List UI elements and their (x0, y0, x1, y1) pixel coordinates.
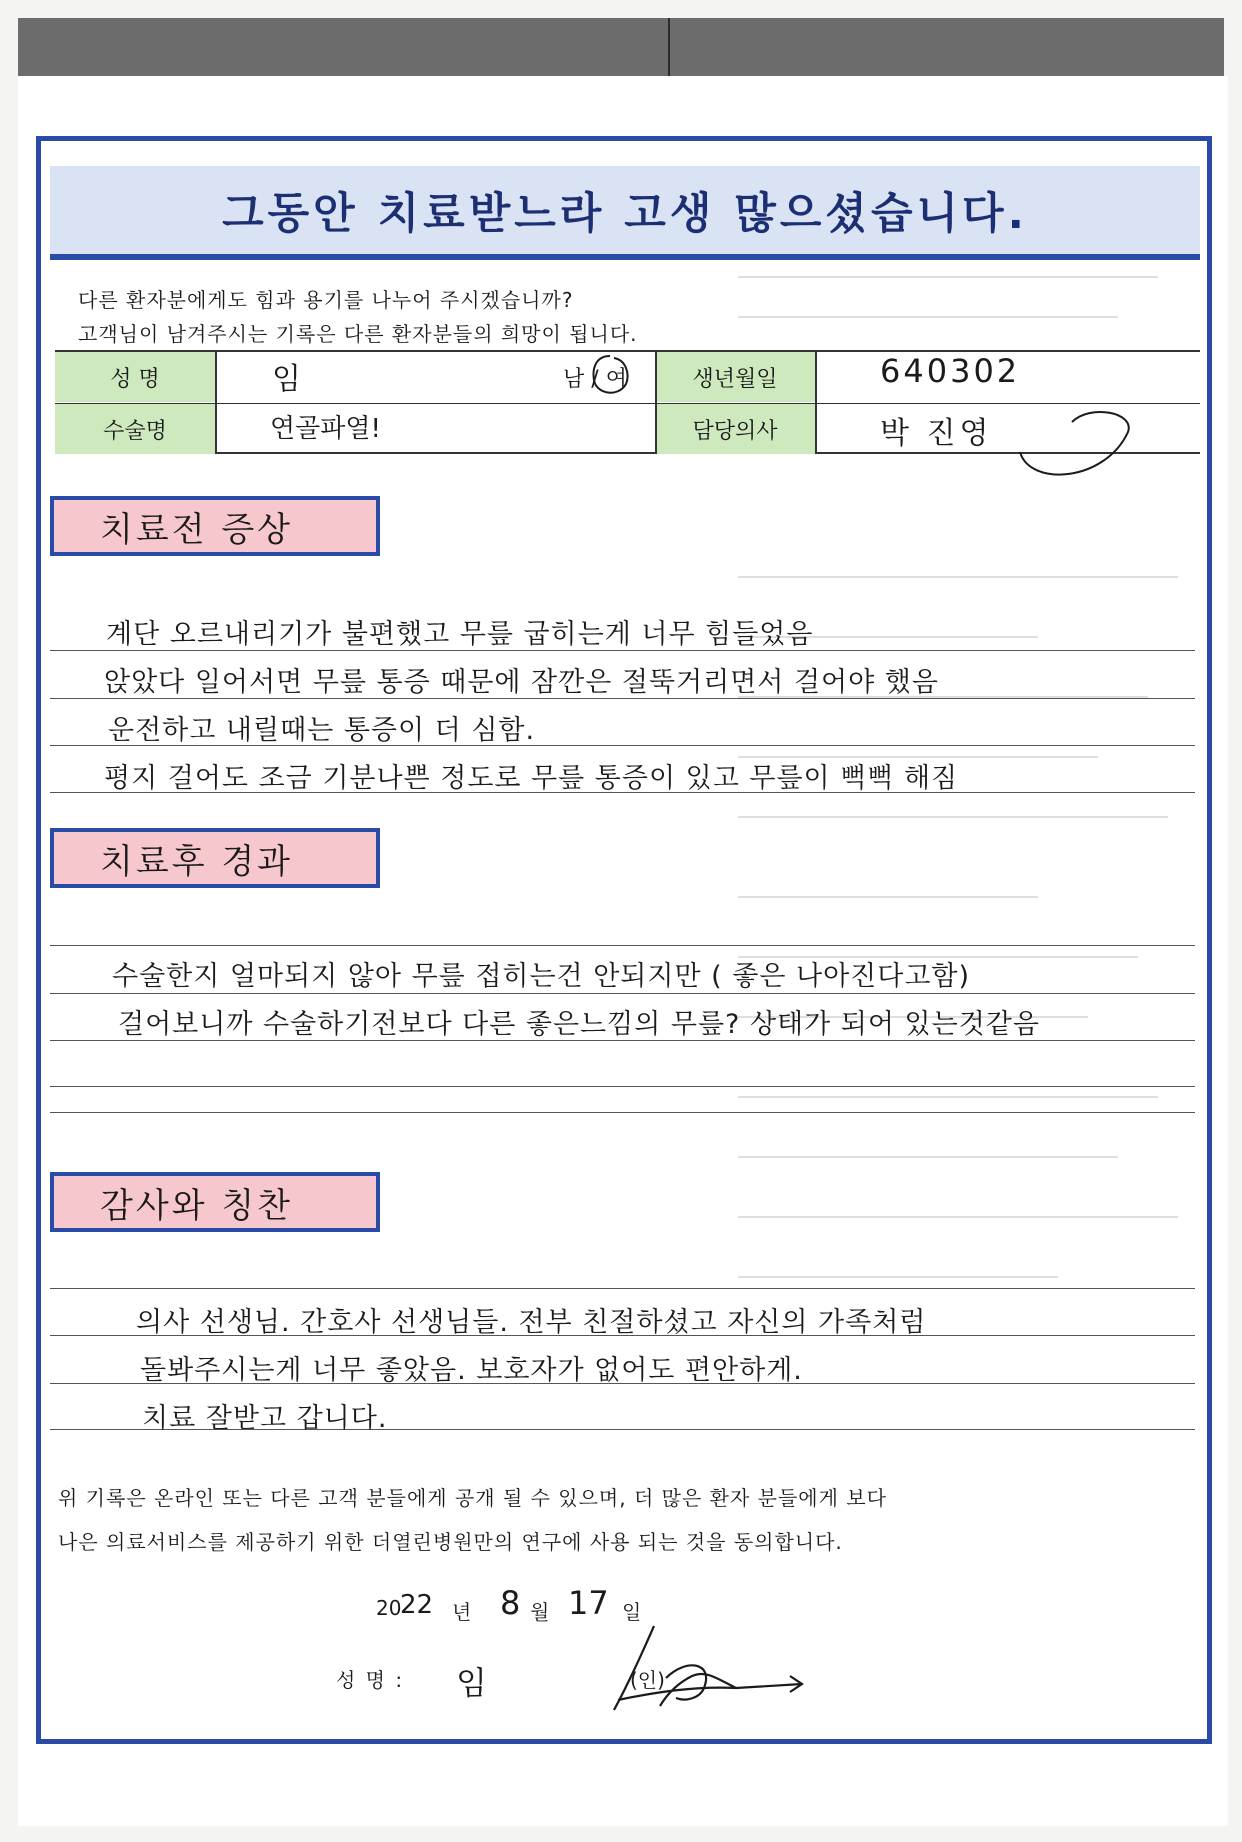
after-text-line-1: 수술한지 얼마되지 않아 무릎 접히는건 안되지만 ( 좋은 나아진다고함) (112, 961, 971, 992)
before-text-line-1: 계단 오르내리기가 불편했고 무릎 굽히는게 너무 힘들었음 (106, 619, 814, 650)
seal-label: (인) (630, 1668, 665, 1692)
section-header-after (50, 828, 380, 888)
scan-artifact (668, 18, 670, 76)
table-divider (815, 352, 817, 454)
after-text-line-2: 걸어보니까 수술하기전보다 다른 좋은느낌의 무릎? 상태가 되어 있는것같음 (118, 1009, 1040, 1040)
writing-line (50, 1288, 1195, 1289)
scan-top-bar (18, 18, 1224, 76)
name-value: 임 (272, 362, 301, 397)
thanks-text-line-1: 의사 선생님. 간호사 선생님들. 전부 친절하셨고 자신의 가족처럼 (136, 1307, 927, 1338)
writing-line (50, 1086, 1195, 1087)
page-title: 그동안 치료받느라 고생 많으셨습니다. (222, 188, 1028, 239)
intro-line-2: 고객님이 남겨주시는 기록은 다른 환자분들의 희망이 됩니다. (78, 322, 638, 346)
section-header-before (50, 496, 380, 556)
section-title-before: 치료전 증상 (100, 509, 294, 550)
date-day-label: 일 (622, 1600, 642, 1624)
doctor-value: 박 진영 (880, 416, 993, 451)
writing-line (50, 945, 1195, 946)
handwritten-signature (596, 1618, 816, 1728)
name-label: 성 명 (55, 352, 215, 402)
before-text-line-4: 평지 걸어도 조금 기분나쁜 정도로 무릎 통증이 있고 무릎이 뻑뻑 해짐 (104, 763, 959, 794)
before-text-line-3: 운전하고 내릴때는 통증이 더 심함. (108, 715, 536, 746)
date-month-label: 월 (530, 1600, 550, 1624)
section-title-thanks: 감사와 칭찬 (100, 1185, 294, 1226)
writing-line (50, 993, 1195, 994)
consent-line-2: 나은 의료서비스를 제공하기 위한 더열린병원만의 연구에 사용 되는 것을 동의합니다. (58, 1530, 843, 1554)
doctor-label: 담당의사 (655, 404, 815, 454)
table-divider (655, 352, 657, 454)
table-divider (215, 352, 217, 454)
date-year-prefix: 20 (376, 1596, 402, 1620)
signature-label: 성 명 : (336, 1668, 405, 1692)
birth-label: 생년월일 (655, 352, 815, 402)
surgery-value: 연골파열! (270, 414, 381, 444)
surgery-label: 수술명 (55, 404, 215, 454)
section-header-thanks (50, 1172, 380, 1232)
section-title-after: 치료후 경과 (100, 841, 294, 882)
signature-name-handwritten: 임 (456, 1664, 487, 1702)
gender-label: 남 / 여 (563, 366, 627, 392)
doctor-sign-scribble (1010, 392, 1140, 492)
date-day-handwritten: 17 (568, 1584, 609, 1622)
intro-line-1: 다른 환자분에게도 힘과 용기를 나누어 주시겠습니까? (78, 288, 574, 312)
before-text-line-2: 앉았다 일어서면 무릎 통증 때문에 잠깐은 절뚝거리면서 걸어야 했음 (104, 667, 939, 698)
selected-gender-circle (588, 352, 632, 400)
thanks-text-line-3: 치료 잘받고 갑니다. (142, 1403, 388, 1434)
thanks-text-line-2: 돌봐주시는게 너무 좋았음. 보호자가 없어도 편안하게. (140, 1355, 803, 1386)
birth-value: 640302 (880, 352, 1021, 390)
date-year-label: 년 (452, 1600, 472, 1624)
consent-line-1: 위 기록은 온라인 또는 다른 고객 분들에게 공개 될 수 있으며, 더 많은 환자 분들에게 보다 (58, 1486, 887, 1510)
date-month-handwritten: 8 (500, 1584, 521, 1622)
title-banner (50, 166, 1200, 260)
writing-line (50, 1112, 1195, 1113)
redaction-box (328, 354, 518, 398)
date-year-handwritten: 22 (400, 1590, 434, 1620)
